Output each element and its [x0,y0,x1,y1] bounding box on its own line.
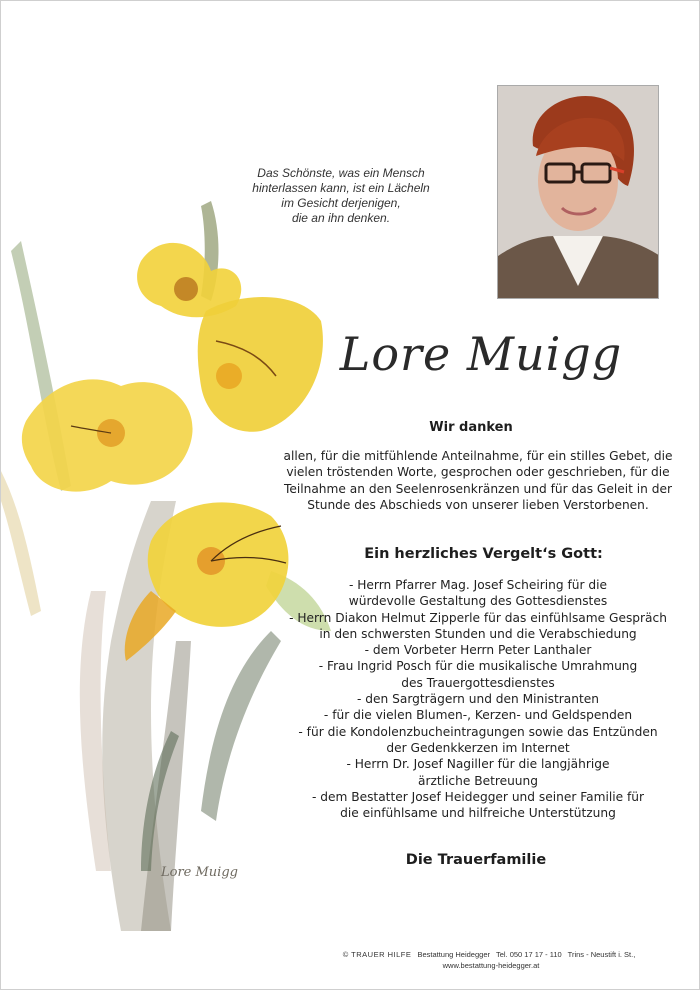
gratitude-line: - dem Vorbeter Herrn Peter Lanthaler [364,643,592,658]
gratitude-line: - Herrn Dr. Josef Nagiller für die langjährige [346,757,610,772]
thanks-line: vielen tröstenden Worte, gesprochen oder geschrieben, für die [286,465,670,480]
gratitude-line: - den Sargträgern und den Ministranten [357,692,599,707]
gratitude-line: die einfühlsame und hilfreiche Unterstützung [340,806,616,821]
flower-painting [1,171,341,951]
gratitude-line: des Trauergottesdienstes [401,675,555,690]
gratitude-heading: Ein herzliches Vergelt‘s Gott: [364,546,603,562]
quote-line: die an ihn denken. [291,211,391,225]
footer-company: Bestattung Heidegger [417,950,490,959]
gratitude-line: - Herrn Diakon Helmut Zipperle für das einfühlsame Gespräch [289,610,667,625]
gratitude-line: - Herrn Pfarrer Mag. Josef Scheiring für die [349,578,607,592]
thanks-line: Stunde des Abschieds von unserer lieben Verstorbenen. [307,497,649,512]
quote-line: Das Schönste, was ein Mensch [257,166,425,180]
gratitude-line: der Gedenkkerzen im Internet [386,740,570,755]
gratitude-line: in den schwersten Stunden und die Verabschiedung [319,626,637,641]
gratitude-line: ärztliche Betreuung [417,773,538,788]
gratitude-line: - dem Bestatter Josef Heidegger und seiner Familie für [311,789,645,804]
memorial-quote [246,166,436,226]
footer-location: Trins - Neustift i. St., [567,950,636,959]
painting-signature: Lore Muigg [161,865,238,880]
gratitude-line: - Frau Ingrid Posch für die musikalische Umrahmung [318,659,638,674]
gratitude-line: - für die Kondolenzbucheintragungen sowie das Entzünden [298,724,658,739]
thanks-line: allen, für die mitfühlende Anteilnahme, für ein stilles Gebet, die [283,449,673,463]
thanks-heading: Wir danken [429,420,513,435]
quote-line: im Gesicht derjenigen, [281,196,401,210]
quote-line: hinterlassen kann, ist ein Lächeln [252,181,430,195]
deceased-name: Lore Muigg [339,327,623,381]
closing-signature: Die Trauerfamilie [405,852,547,868]
gratitude-list [253,577,700,821]
portrait-photo [497,85,659,299]
thanks-paragraph [253,448,700,513]
gratitude-line: würdevolle Gestaltung des Gottesdienstes [348,594,608,609]
footer-brand: © TRAUER HILFE [342,950,412,959]
footer-url[interactable]: www.bestattung-heidegger.at [442,961,540,970]
gratitude-line: - für die vielen Blumen-, Kerzen- und Geldspenden [323,708,633,723]
footer [301,949,681,971]
footer-phone: Tel. 050 17 17 - 110 [495,950,562,959]
thanks-line: Teilnahme an den Seelenrosenkränzen und für das Geleit in der [283,481,673,496]
